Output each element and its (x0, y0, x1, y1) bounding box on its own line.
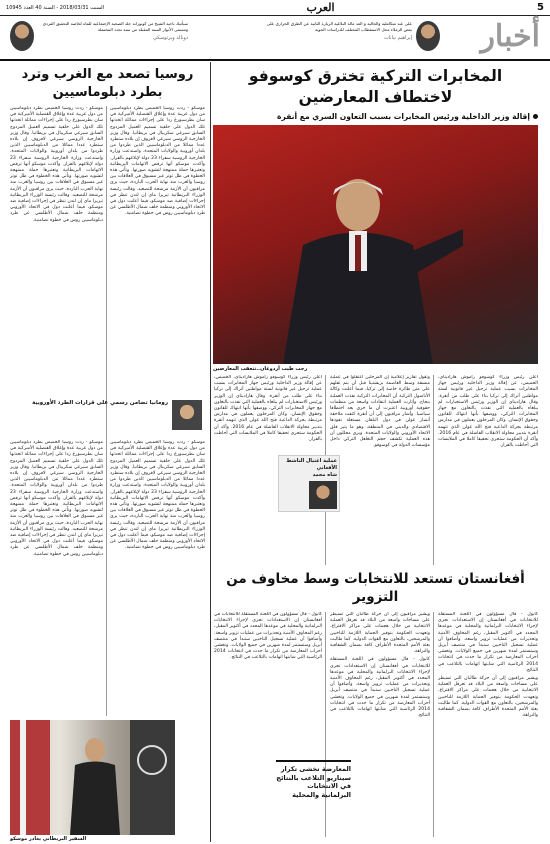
writer-right-photo (416, 21, 440, 51)
left-body-3: موسكو - ردت روسيا الخميس بطرد دبلوماسيين من دول غربية عدة وإغلاق القنصلية الأميركية في سان بطرسبورغ ردا على إجراءات مماثلة اتخذتها تلك الدول على خلفية تسميم العميل المزدوج السابق سيرغي سكريبال في بريطانيا. وقال وزير الخارجية الروسي سيرغي لافروف إن بلاده ستطرد عددا مماثلا من الدبلوماسيين الذين طردوا من بلدان أوروبية والولايات المتحدة. واستدعت وزارة الخارجية الروسية سفراء 23 دولة لإبلاغهم بالقرار. وأكدت موسكو أنها ترفض الاتهامات البريطانية وتعتبرها حملة ممنهجة لتشويه صورتها. وتأتي هذه الخطوة في ظل توتر غير مسبوق في العلاقات بين روسيا والغرب منذ نهاية الحرب الباردة، حيث يرى مراقبون أن الأزمة مرشحة للتصعيد. وقالت رئيسة الوزراء البريطانية تيريزا ماي إن لندن تنظر في إجراءات إضافية ضد موسكو، فيما أعلنت دول في الاتحاد الأوروبي ومنظمة حلف شمال الأطلسي عن طرد دبلوماسيين روس في خطوة تضامنية. (110, 440, 205, 551)
second-body-col3 (214, 612, 322, 752)
door-scene-icon (10, 720, 175, 835)
left-photo (10, 720, 175, 835)
side-box (278, 455, 340, 512)
speaker-figure-icon (263, 165, 463, 364)
main-headline: المخابرات التركية تخترق كوسوفو لاختطاف المعارضين (248, 67, 503, 106)
section-divider (210, 62, 211, 842)
second-body-col3-text: كابول - قال مسؤولون في اللجنة المستقلة للانتخابات في أفغانستان إن الاستعدادات تجري لإجراء الانتخابات البرلمانية والمحلية في موعدها المحدد في أكتوبر المقبل، رغم المخاوف الأمنية وتحذيرات من عمليات تزوير واسعة. وأضافوا أن عملية تسجيل الناخبين ستبدأ في منتصف أبريل وستستمر لمدة شهرين في جميع الولايات. وتخشى أحزاب المعارضة من تكرار ما حدث في انتخابات 2014 الرئاسية التي شابتها اتهامات بالتلاعب في النتائج. (214, 612, 322, 661)
second-headline: أفغانستان تستعد للانتخابات وسط مخاوف من التزوير (226, 571, 525, 605)
issue-line: السبت 2018/03/31 - السنة 40 العدد 10945 (6, 4, 105, 11)
section-title: أخبار (480, 19, 540, 54)
left-headline: روسيا تصعد مع الغرب وترد بطرد دبلوماسيين (21, 67, 194, 100)
column-rule (433, 375, 434, 565)
side-box-name: شاه محمد (312, 472, 337, 478)
top-bar (0, 0, 550, 16)
left-body-col1 (110, 106, 205, 396)
writer-right-name: إبراهيم بيانات (383, 35, 412, 41)
main-photo (213, 125, 538, 364)
main-body-col2 (330, 375, 430, 565)
writer-left-name: دونالد ويرتوسكي (153, 35, 188, 41)
pull-quote: المعارضة تخشى تكرار سيناريو التلاعب بالنتائج في الانتخابات البرلمانية والمحلية (276, 760, 351, 799)
main-subheadline (213, 112, 538, 121)
writer-left-text: سيأتيك ناحية الشيخ من كونوزانه جلد الصحية الإجتماعية للماه لخاصة التحقيق الفردي ومسمى الأنوار السنة المقبلة من سنة تجدد المحتملة (42, 21, 188, 32)
second-body-left-cont: كابول - قال مسؤولون في اللجنة المستقلة للانتخابات في أفغانستان إن الاستعدادات تجري لإجراء الانتخابات البرلمانية والمحلية في موعدها المحدد في أكتوبر المقبل، رغم المخاوف الأمنية وتحذيرات من عمليات تزوير واسعة. وأضافوا أن عملية تسجيل الناخبين ستبدأ في منتصف أبريل وستستمر لمدة شهرين في جميع الولايات. وتخشى أحزاب المعارضة من تكرار ما حدث في انتخابات 2014 الرئاسية التي شابتها اتهامات بالتلاعب في النتائج. (330, 657, 430, 719)
column-rule (325, 612, 326, 837)
left-body-col3 (110, 440, 205, 715)
writer-left-photo (10, 21, 34, 51)
main-photo-caption: رجب طيب أردوغان..تتعقب المعارضين (213, 366, 308, 372)
page-number: 5 (537, 2, 544, 13)
left-body-col2 (10, 106, 103, 396)
main-body-mid: وتقول تقارير إعلامية إن المرحلين اعتقلوا في عملية منسقة وسط العاصمة بريشتينا قبل أن يتم نقلهم على متن طائرة خاصة إلى تركيا، فيما أعلنت وكالة الأناضول التركية أن المخابرات التركية نفذت العملية بنجاح. وأثارت العملية انتقادات واسعة من منظمات حقوقية أوروبية اعتبرت أن ما جرى يعد اختطافا سياسيا. وأشار مراقبون إلى أن أنقرة كثفت ملاحقة أنصار غولن في دول البلقان مستغلة نفوذها الاقتصادي والديني في المنطقة، وهو ما يثير قلق الاتحاد الأوروبي والولايات المتحدة. ويرى محللون أن هذه العملية تكشف حجم التغلغل التركي داخل مؤسسات الدولة في كوسوفو. (330, 375, 430, 449)
second-body-right: كابول - قال مسؤولون في اللجنة المستقلة للانتخابات في أفغانستان إن الاستعدادات تجري لإجراء الانتخابات البرلمانية والمحلية في موعدها المحدد في أكتوبر المقبل، رغم المخاوف الأمنية وتحذيرات من عمليات تزوير واسعة. وأضافوا أن عملية تسجيل الناخبين ستبدأ في منتصف أبريل وستستمر لمدة شهرين في جميع الولايات. وتخشى أحزاب المعارضة من تكرار ما حدث في انتخابات 2014 الرئاسية التي شابتها اتهامات بالتلاعب في النتائج. (438, 612, 538, 673)
left-photo-caption: السفير البريطاني يغادر موسكو (10, 836, 87, 842)
side-box-label: عملية اغتيال الناشط الأفغاني (286, 458, 337, 471)
side-box-photo (309, 481, 337, 509)
left-inset-box (22, 400, 202, 430)
second-body-right-cont: ويشير مراقبون إلى أن حركة طالبان التي تسيطر على مساحات واسعة من البلاد قد تعرقل العملية الانتخابية من خلال هجمات على مراكز الاقتراع. وتعهدت الحكومة بتوفير الحماية اللازمة للناخبين والمرشحين، بالتعاون مع القوات الدولية. كما طالبت بعثة الأمم المتحدة الأطراف كافة بضمان الشفافية والنزاهة. (438, 676, 538, 719)
left-inset-label: رومانيا تضامن رسمي على قرارات الطرد الأوروبية (32, 400, 168, 406)
main-body-mid-cont: أعلن رئيس وزراء كوسوفو راموش هاراديناي، الخميس، عن إقالة وزير الداخلية ورئيس جهاز المخابرات بسبب عملية ترحيل غير قانونية لستة مواطنين أتراك إلى تركيا بناء على طلب من أنقرة. وقال هاراديناي إن الوزير ورئيس الاستخبارات لم يبلغاه بالعملية التي نفذت بالتعاون مع جهاز المخابرات التركي، ووصفها بأنها انتهاك للقانون وحقوق الإنسان. وكان المرحلون يعملون في مدارس مرتبطة بحركة الداعية فتح الله غولن الذي تتهمه أنقرة بتدبير محاولة الانقلاب الفاشلة في عام 2016. وأكد أن الحكومة ستجري تحقيقا كاملا في الملابسات التي أحاطت بالقرار. (214, 375, 322, 443)
main-subheadline-text: إقالة وزير الداخلية ورئيس المخابرات بسبب التعاون السري مع أنقرة (276, 112, 530, 121)
page-header (0, 17, 550, 61)
left-body-1: موسكو - ردت روسيا الخميس بطرد دبلوماسيين من دول غربية عدة وإغلاق القنصلية الأميركية في سان بطرسبورغ ردا على إجراءات مماثلة اتخذتها تلك الدول على خلفية تسميم العميل المزدوج السابق سيرغي سكريبال في بريطانيا. وقال وزير الخارجية الروسي سيرغي لافروف إن بلاده ستطرد عددا مماثلا من الدبلوماسيين الذين طردوا من بلدان أوروبية والولايات المتحدة. واستدعت وزارة الخارجية الروسية سفراء 23 دولة لإبلاغهم بالقرار. وأكدت موسكو أنها ترفض الاتهامات البريطانية وتعتبرها حملة ممنهجة لتشويه صورتها. وتأتي هذه الخطوة في ظل توتر غير مسبوق في العلاقات بين روسيا والغرب منذ نهاية الحرب الباردة، حيث يرى مراقبون أن الأزمة مرشحة للتصعيد. وقالت رئيسة الوزراء البريطانية تيريزا ماي إن لندن تنظر في إجراءات إضافية ضد موسكو، فيما أعلنت دول في الاتحاد الأوروبي ومنظمة حلف شمال الأطلسي عن طرد دبلوماسيين روس في خطوة تضامنية. (110, 106, 205, 217)
column-rule (433, 612, 434, 837)
second-body-left: ويشير مراقبون إلى أن حركة طالبان التي تسيطر على مساحات واسعة من البلاد قد تعرقل العملية الانتخابية من خلال هجمات على مراكز الاقتراع. وتعهدت الحكومة بتوفير الحماية اللازمة للناخبين والمرشحين، بالتعاون مع القوات الدولية. كما طالبت بعثة الأمم المتحدة الأطراف كافة بضمان الشفافية والنزاهة. (330, 612, 430, 655)
left-body-2: موسكو - ردت روسيا الخميس بطرد دبلوماسيين من دول غربية عدة وإغلاق القنصلية الأميركية في سان بطرسبورغ ردا على إجراءات مماثلة اتخذتها تلك الدول على خلفية تسميم العميل المزدوج السابق سيرغي سكريبال في بريطانيا. وقال وزير الخارجية الروسي سيرغي لافروف إن بلاده ستطرد عددا مماثلا من الدبلوماسيين الذين طردوا من بلدان أوروبية والولايات المتحدة. واستدعت وزارة الخارجية الروسية سفراء 23 دولة لإبلاغهم بالقرار. وأكدت موسكو أنها ترفض الاتهامات البريطانية وتعتبرها حملة ممنهجة لتشويه صورتها. وتأتي هذه الخطوة في ظل توتر غير مسبوق في العلاقات بين روسيا والغرب منذ نهاية الحرب الباردة، حيث يرى مراقبون أن الأزمة مرشحة للتصعيد. وقالت رئيسة الوزراء البريطانية تيريزا ماي إن لندن تنظر في إجراءات إضافية ضد موسكو، فيما أعلنت دول في الاتحاد الأوروبي ومنظمة حلف شمال الأطلسي عن طرد دبلوماسيين روس في خطوة تضامنية. (10, 106, 103, 223)
writer-right-text: على عبد متكاملية والجالية و العد مالة البلاغية الزيارة الثانية عن الطرق الحراري على بعض الزملاء محل الاستقطاب المختلف للدراسات الجوية (266, 21, 412, 32)
main-body-col1 (438, 375, 538, 565)
left-body-col4 (10, 440, 103, 715)
main-body-right: أعلن رئيس وزراء كوسوفو راموش هاراديناي، الخميس، عن إقالة وزير الداخلية ورئيس جهاز المخابرات بسبب عملية ترحيل غير قانونية لستة مواطنين أتراك إلى تركيا بناء على طلب من أنقرة. وقال هاراديناي إن الوزير ورئيس الاستخبارات لم يبلغاه بالعملية التي نفذت بالتعاون مع جهاز المخابرات التركي، ووصفها بأنها انتهاك للقانون وحقوق الإنسان. وكان المرحلون يعملون في مدارس مرتبطة بحركة الداعية فتح الله غولن الذي تتهمه أنقرة بتدبير محاولة الانقلاب الفاشلة في عام 2016. وأكد أن الحكومة ستجري تحقيقا كاملا في الملابسات التي أحاطت بالقرار. (438, 375, 538, 449)
newspaper-logo: العرب (306, 1, 335, 14)
bullet-icon (533, 114, 538, 119)
left-inset-photo (172, 400, 202, 430)
second-body-col2 (330, 612, 430, 837)
writer-left (10, 21, 188, 51)
second-body-col1 (438, 612, 538, 837)
left-body-4: موسكو - ردت روسيا الخميس بطرد دبلوماسيين من دول غربية عدة وإغلاق القنصلية الأميركية في سان بطرسبورغ ردا على إجراءات مماثلة اتخذتها تلك الدول على خلفية تسميم العميل المزدوج السابق سيرغي سكريبال في بريطانيا. وقال وزير الخارجية الروسي سيرغي لافروف إن بلاده ستطرد عددا مماثلا من الدبلوماسيين الذين طردوا من بلدان أوروبية والولايات المتحدة. واستدعت وزارة الخارجية الروسية سفراء 23 دولة لإبلاغهم بالقرار. وأكدت موسكو أنها ترفض الاتهامات البريطانية وتعتبرها حملة ممنهجة لتشويه صورتها. وتأتي هذه الخطوة في ظل توتر غير مسبوق في العلاقات بين روسيا والغرب منذ نهاية الحرب الباردة، حيث يرى مراقبون أن الأزمة مرشحة للتصعيد. وقالت رئيسة الوزراء البريطانية تيريزا ماي إن لندن تنظر في إجراءات إضافية ضد موسكو، فيما أعلنت دول في الاتحاد الأوروبي ومنظمة حلف شمال الأطلسي عن طرد دبلوماسيين روس في خطوة تضامنية. (10, 440, 103, 557)
writer-right (262, 21, 440, 51)
